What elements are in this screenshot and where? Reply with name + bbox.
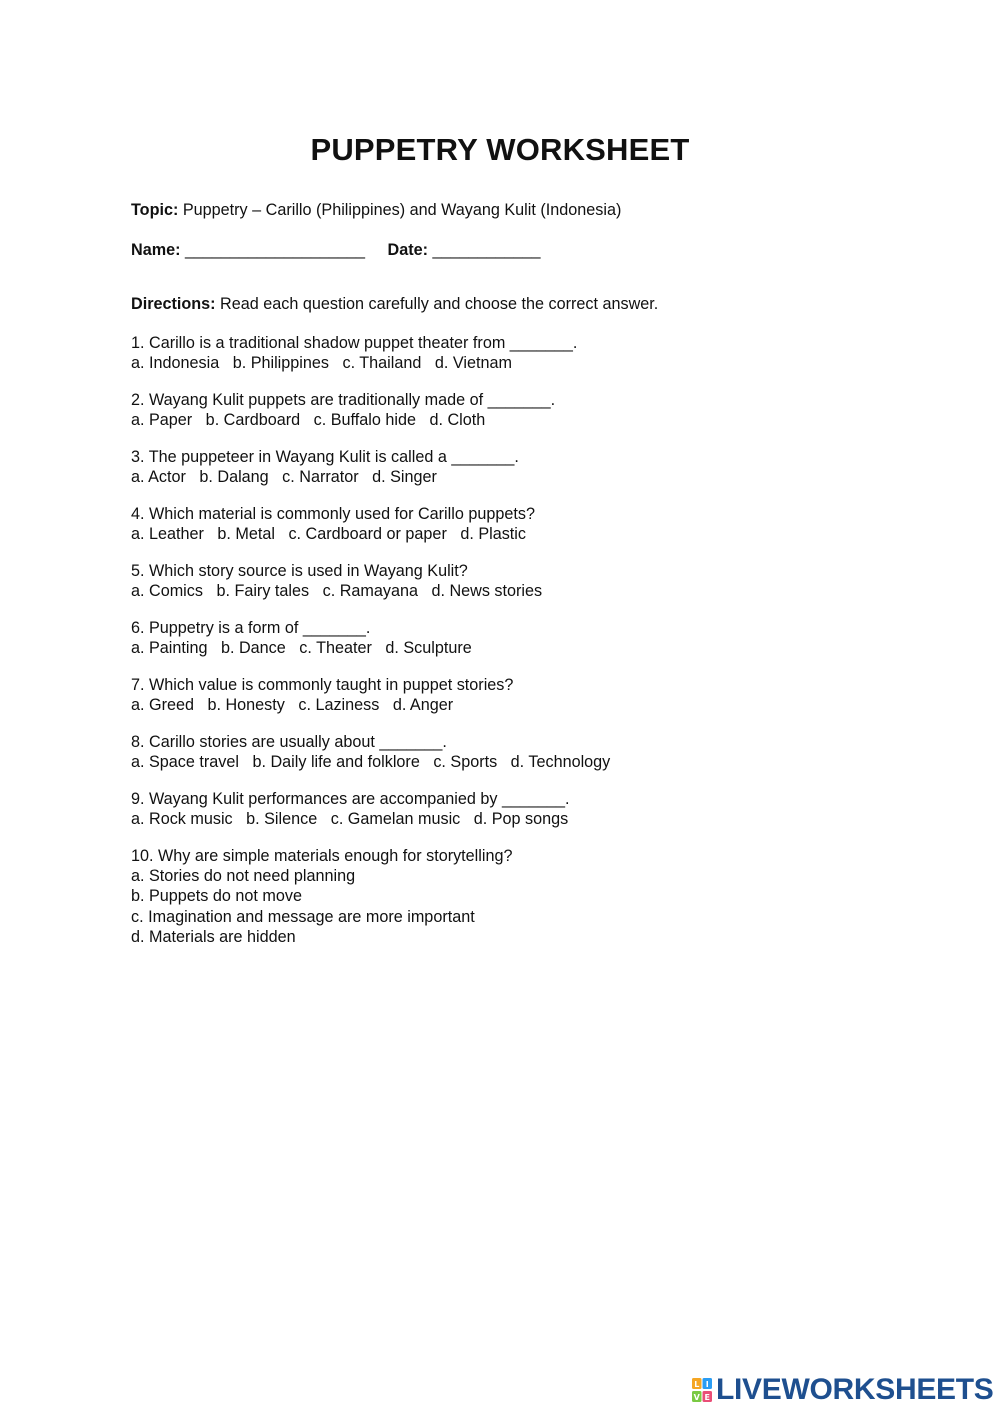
- question-item: [131, 789, 610, 829]
- liveworksheets-logo-icon: [691, 1377, 713, 1403]
- answer-options[interactable]: a. Greed b. Honesty c. Laziness d. Anger: [131, 696, 454, 715]
- answer-options[interactable]: a. Indonesia b. Philippines c. Thailand d. Vietnam: [131, 354, 512, 373]
- answer-options[interactable]: a. Space travel b. Daily life and folklore c. Sports d. Technology: [131, 753, 611, 772]
- question-list: [131, 333, 610, 964]
- question-text: 3. The puppeteer in Wayang Kulit is called a _______.: [131, 448, 519, 466]
- question-text: 5. Which story source is used in Wayang Kulit?: [131, 562, 468, 580]
- logo-icon-letter: E: [704, 1393, 710, 1402]
- date-label: Date:: [387, 241, 429, 259]
- answer-options[interactable]: a. Leather b. Metal c. Cardboard or paper d. Plastic: [131, 525, 526, 544]
- liveworksheets-logo: [691, 1373, 994, 1406]
- question-item: [131, 618, 610, 658]
- name-blank[interactable]: ____________________: [184, 241, 366, 259]
- answer-options[interactable]: a. Rock music b. Silence c. Gamelan music d. Pop songs: [131, 810, 569, 829]
- question-text: 10. Why are simple materials enough for storytelling?: [131, 847, 513, 865]
- answer-options[interactable]: b. Puppets do not move: [131, 887, 302, 906]
- question-item: [131, 504, 610, 544]
- answer-options[interactable]: a. Stories do not need planning: [131, 867, 356, 886]
- logo-icon-letter: L: [694, 1380, 700, 1389]
- date-blank[interactable]: ____________: [432, 241, 541, 259]
- topic-label: Topic:: [131, 201, 179, 219]
- logo-icon-letter: I: [705, 1380, 709, 1389]
- question-text: 2. Wayang Kulit puppets are traditionally made of _______.: [131, 391, 556, 409]
- question-text: 8. Carillo stories are usually about _______.: [131, 733, 447, 751]
- question-item: [131, 390, 610, 430]
- directions-text: Read each question carefully and choose the correct answer.: [215, 295, 659, 313]
- liveworksheets-logo-text: LIVEWORKSHEETS: [716, 1373, 994, 1406]
- logo-icon-letter: V: [693, 1393, 700, 1402]
- answer-options[interactable]: a. Painting b. Dance c. Theater d. Sculpture: [131, 639, 472, 658]
- question-item: [131, 561, 610, 601]
- question-item: [131, 732, 610, 772]
- question-item: [131, 675, 610, 715]
- question-text: 7. Which value is commonly taught in puppet stories?: [131, 676, 514, 694]
- question-text: 4. Which material is commonly used for Carillo puppets?: [131, 505, 535, 523]
- question-item: [131, 447, 610, 487]
- question-item: [131, 333, 610, 373]
- topic-text: Puppetry – Carillo (Philippines) and Wayang Kulit (Indonesia): [178, 201, 622, 219]
- question-text: 1. Carillo is a traditional shadow puppet theater from _______.: [131, 334, 578, 352]
- answer-options[interactable]: d. Materials are hidden: [131, 927, 296, 946]
- question-text: 9. Wayang Kulit performances are accompanied by _______.: [131, 790, 570, 808]
- directions-line: [131, 294, 658, 314]
- question-item: [131, 846, 610, 947]
- answer-options[interactable]: c. Imagination and message are more important: [131, 907, 475, 926]
- answer-options[interactable]: a. Comics b. Fairy tales c. Ramayana d. News stories: [131, 582, 543, 601]
- topic-line: [131, 200, 621, 220]
- answer-options[interactable]: a. Paper b. Cardboard c. Buffalo hide d. Cloth: [131, 411, 486, 430]
- name-date-line: [131, 240, 541, 260]
- name-label: Name:: [131, 241, 181, 259]
- directions-label: Directions:: [131, 295, 216, 313]
- question-text: 6. Puppetry is a form of _______.: [131, 619, 371, 637]
- answer-options[interactable]: a. Actor b. Dalang c. Narrator d. Singer: [131, 468, 437, 487]
- page-title: PUPPETRY WORKSHEET: [310, 132, 690, 167]
